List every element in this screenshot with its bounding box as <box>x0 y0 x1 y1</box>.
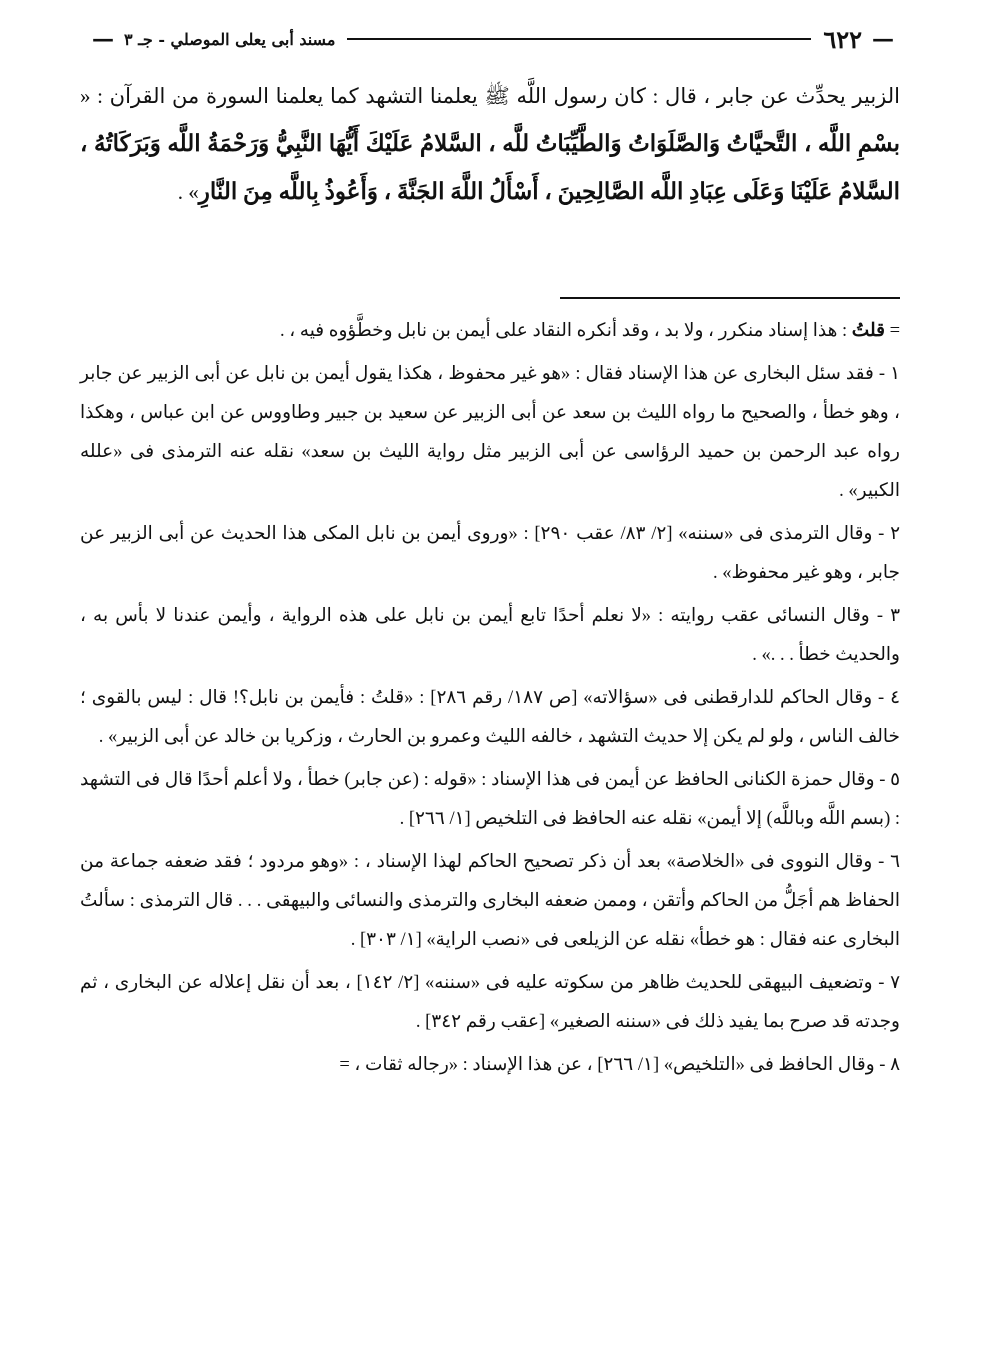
note-lead: قلتُ <box>851 321 885 341</box>
note-6: ٦ - وقال النووى فى «الخلاصة» بعد أن ذكر تصحيح الحاكم لهذا الإسناد ، : «وهو مردود ؛ فقد ضعفه جماعة من الحفاظ هم أجَلُّ من الحاكم وأتقن ، وممن ضعفه البخارى والترمذى والنسائى والبيهقى . . . قال الترمذى : سألتُ البخارى عنه فقال : هو خطأ» نقله عن الزيلعى فى «نصب الراية» [١/ ٣٠٣] . <box>80 852 900 950</box>
header-rule <box>347 38 811 40</box>
tashahhud-quote: بسْمِ اللَّه ، التَّحيَّاتُ وَالصَّلَوَاتُ وَالطَّيِّبَاتُ للَّه ، السَّلامُ عَلَيْكَ أَيُّهَا النَّبِيُّ وَرَحْمَةُ اللَّه وَبَرَكَاتُهُ ، السَّلامُ عَلَيْنَا وَعَلَى عِبَادِ اللَّه الصَّالِحِينَ ، أَسْأَلُ اللَّهَ الجَنَّةَ ، وَأَعُوذُ بِاللَّه مِنَ النَّارِ <box>80 131 900 204</box>
note-4: ٤ - وقال الحاكم للدارقطنى فى «سؤالاته» [ص ١٨٧/ رقم ٢٨٦] : «قلتُ : فأيمن بن نابل؟! قال : ليس بالقوى ؛ خالف الناس ، ولو لم يكن إلا حديث التشهد ، خالفه الليث وعمرو بن الحارث ، وزكريا بن خالد عن أبى الزبير» . <box>80 688 901 747</box>
page-number: ٦٢٢ <box>823 24 862 54</box>
footnote-separator <box>560 297 900 299</box>
note-5: ٥ - وقال حمزة الكنانى الحافظ عن أيمن فى هذا الإسناد : «قوله : (عن جابر) خطأ ، ولا أعلم أحدًا قال فى التشهد : (بسم اللَّه وباللَّه) إلا أيمن» نقله عنه الحافظ فى التلخيص [١/ ٢٦٦] . <box>80 770 900 829</box>
hadith-intro: الزبير يحدِّث عن جابر ، قال : كان رسول اللَّه ﷺ يعلمنا التشهد كما يعلمنا السورة من القرآن : « <box>80 84 900 108</box>
header-dash-right: — <box>872 26 894 52</box>
note-1: ١ - فقد سئل البخارى عن هذا الإسناد فقال : «هو غير محفوظ ، هكذا يقول أيمن بن نابل عن أبى الزبير عن جابر ، وهو خطأ ، والصحيح ما رواه الليث بن سعد عن أبى الزبير عن سعيد بن جبير وطاووس عن ابن عباس ، وهكذا رواه عبد الرحمن بن حميد الرؤاسى عن أبى الزبير مثل رواية الليث بن سعد» نقله عنه الترمذى فى «علله الكبير» . <box>80 364 900 501</box>
book-title: مسند أبى يعلى الموصلي - جـ ٣ <box>124 29 336 49</box>
page-header <box>88 22 898 56</box>
footnotes <box>80 312 900 1089</box>
hadith-outro: » . <box>177 180 199 204</box>
hadith-paragraph <box>80 72 900 216</box>
note-2: ٢ - وقال الترمذى فى «سننه» [٢/ ٨٣/ عقب ٢٩٠] : «وروى أيمن بن نابل المكى هذا الحديث عن أبى الزبير عن جابر ، وهو غير محفوظ» . <box>80 524 901 583</box>
note-intro <box>80 312 900 351</box>
main-text <box>80 72 900 216</box>
note-intro-text: : هذا إسناد منكرر ، ولا بد ، وقد أنكره النقاد على أيمن بن نابل وخطَّؤوه فيه ، . <box>279 321 852 341</box>
header-dash-left: — <box>92 26 114 52</box>
note-7: ٧ - وتضعيف البيهقى للحديث ظاهر من سكوته عليه فى «سننه» [٢/ ١٤٢] ، بعد أن نقل إعلاله عن البخارى ، ثم وجدته قد صرح بما يفيد ذلك فى «سننه الصغير» [عقب رقم ٣٤٢] . <box>80 973 900 1032</box>
note-8: ٨ - وقال الحافظ فى «التلخيص» [١/ ٢٦٦] ، عن هذا الإسناد : «رجاله ثقات ، = <box>339 1055 900 1075</box>
note-3: ٣ - وقال النسائى عقب روايته : «لا نعلم أحدًا تابع أيمن بن نابل على هذه الرواية ، وأيمن عندنا لا بأس به ، والحديث خطأ . . .» . <box>80 606 900 665</box>
continuation-marker: = <box>884 321 900 341</box>
